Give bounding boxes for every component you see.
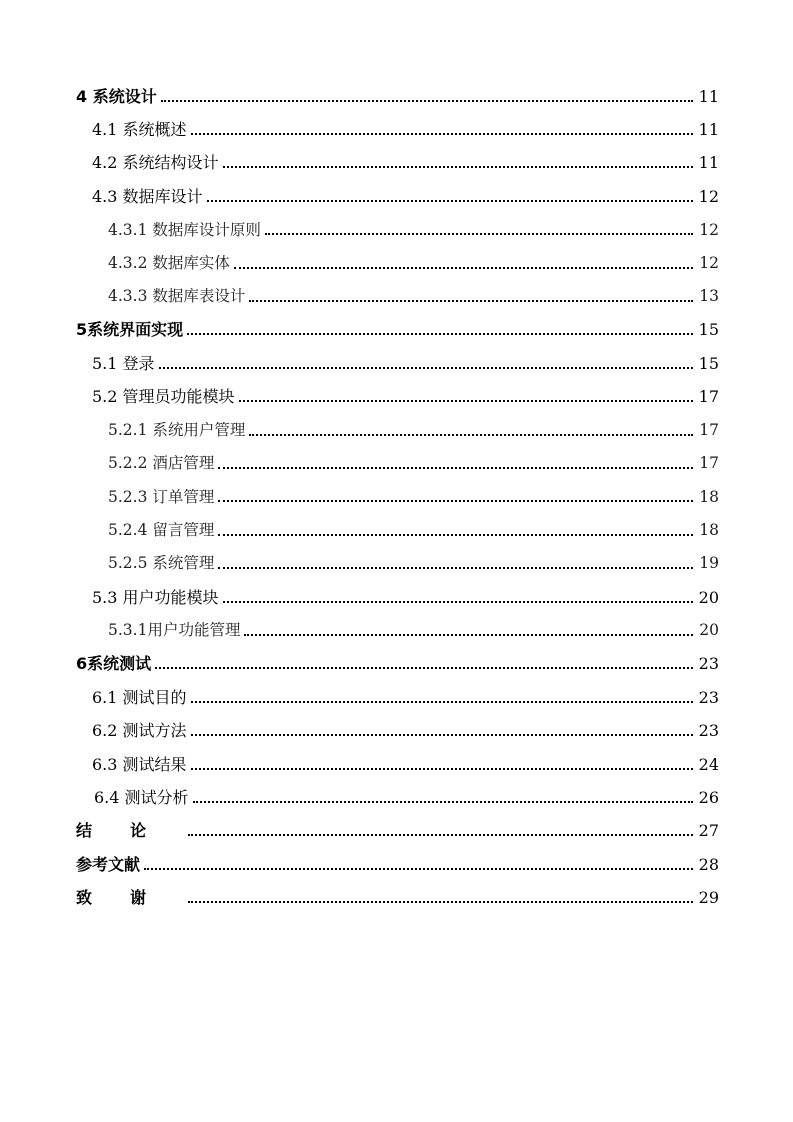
toc-entry-page: 24: [698, 754, 719, 774]
dot-leader: [188, 818, 693, 836]
toc-entry-6-2[interactable]: [0, 714, 793, 747]
toc-entry-page: 29: [698, 888, 719, 908]
dot-leader: [161, 84, 693, 102]
toc-entry-title: 4 系统设计: [76, 86, 157, 106]
toc-entry-title: 参考文献: [76, 854, 141, 874]
toc-entry-chapter-4[interactable]: [0, 80, 793, 113]
dot-leader: [188, 885, 693, 903]
toc-entry-page: 27: [698, 821, 719, 841]
toc-entry-conclusion[interactable]: [0, 815, 793, 848]
toc-entry-title: 4.3.3 数据库表设计: [108, 287, 246, 306]
dot-leader: [191, 718, 693, 736]
toc-entry-title: 致谢: [76, 888, 185, 908]
toc-entry-title: 5.2.4 留言管理: [108, 521, 215, 540]
toc-entry-title: 5.2.5 系统管理: [108, 554, 215, 573]
dot-leader: [244, 618, 693, 636]
toc-entry-5-2-1[interactable]: [0, 414, 793, 447]
dot-leader: [218, 518, 693, 536]
toc-entry-5-2-4[interactable]: [0, 514, 793, 547]
dot-leader: [144, 852, 693, 870]
toc-entry-page: 11: [698, 120, 719, 140]
dot-leader: [239, 384, 693, 402]
dot-leader: [159, 351, 693, 369]
toc-entry-title: 6.1 测试目的: [92, 687, 187, 707]
toc-entry-title: 6.3 测试结果: [92, 754, 187, 774]
toc-entry-title: 5.2.1 系统用户管理: [108, 420, 246, 439]
toc-entry-4-1[interactable]: [0, 113, 793, 146]
toc-entry-title: 6.4 测试分析: [94, 787, 189, 807]
dot-leader: [265, 217, 693, 235]
dot-leader: [187, 317, 693, 335]
dot-leader: [155, 651, 693, 669]
toc-entry-page: 20: [698, 587, 719, 607]
toc-entry-5-2-3[interactable]: [0, 481, 793, 514]
dot-leader: [223, 585, 693, 603]
toc-entry-5-3[interactable]: [0, 581, 793, 614]
toc-entry-title: 6系统测试: [76, 654, 152, 674]
toc-entry-4-2[interactable]: [0, 147, 793, 180]
toc-entry-page: 17: [698, 387, 719, 407]
toc-entry-5-3-1[interactable]: [0, 614, 793, 647]
toc-entry-page: 18: [699, 521, 719, 540]
toc-entry-title: 5.1 登录: [92, 353, 155, 373]
toc-entry-chapter-5[interactable]: [0, 314, 793, 347]
dot-leader: [193, 785, 693, 803]
toc-entry-page: 23: [698, 687, 719, 707]
dot-leader: [218, 484, 693, 502]
dot-leader: [191, 117, 693, 135]
toc-entry-page: 12: [699, 253, 719, 272]
toc-entry-page: 28: [698, 854, 719, 874]
toc-entry-title: 4.3.2 数据库实体: [108, 253, 230, 272]
toc-entry-title: 结论: [76, 821, 185, 841]
toc-entry-5-2-2[interactable]: [0, 447, 793, 480]
toc-entry-5-2[interactable]: [0, 381, 793, 414]
toc-entry-title: 4.1 系统概述: [92, 120, 187, 140]
toc-entry-title: 6.2 测试方法: [92, 721, 187, 741]
toc-entry-chapter-6[interactable]: [0, 648, 793, 681]
toc-entry-6-1[interactable]: [0, 681, 793, 714]
dot-leader: [191, 752, 693, 770]
toc-entry-page: 19: [699, 554, 719, 573]
toc-entry-page: 15: [698, 353, 719, 373]
toc-entry-title: 5系统界面实现: [76, 320, 184, 340]
dot-leader: [191, 685, 693, 703]
toc-entry-acknowledgements[interactable]: [0, 881, 793, 914]
dot-leader: [223, 150, 693, 168]
toc-entry-title: 5.3.1用户功能管理: [108, 621, 241, 640]
dot-leader: [218, 451, 693, 469]
toc-entry-page: 11: [698, 86, 719, 106]
dot-leader: [249, 284, 693, 302]
dot-leader: [218, 551, 693, 569]
toc-entry-4-3-3[interactable]: [0, 280, 793, 313]
toc-entry-title: 4.2 系统结构设计: [92, 153, 219, 173]
toc-entry-4-3-1[interactable]: [0, 214, 793, 247]
toc-entry-page: 17: [699, 454, 719, 473]
toc-entry-title: 4.3.1 数据库设计原则: [108, 220, 261, 239]
toc-entry-page: 18: [699, 487, 719, 506]
toc-entry-page: 12: [699, 220, 719, 239]
toc-entry-page: 23: [698, 721, 719, 741]
toc-entry-page: 17: [699, 420, 719, 439]
toc-entry-4-3[interactable]: [0, 180, 793, 213]
toc-entry-title: 5.2 管理员功能模块: [92, 387, 235, 407]
toc-entry-page: 23: [698, 654, 719, 674]
table-of-contents: [0, 80, 793, 915]
toc-entry-page: 26: [698, 787, 719, 807]
toc-entry-title: 5.3 用户功能模块: [92, 587, 219, 607]
dot-leader: [249, 418, 693, 436]
toc-entry-page: 15: [698, 320, 719, 340]
toc-entry-title: 4.3 数据库设计: [92, 186, 203, 206]
toc-entry-references[interactable]: [0, 848, 793, 881]
toc-entry-page: 13: [699, 287, 719, 306]
toc-entry-title: 5.2.3 订单管理: [108, 487, 215, 506]
toc-entry-6-3[interactable]: [0, 748, 793, 781]
toc-entry-6-4[interactable]: [0, 781, 793, 814]
toc-entry-page: 12: [698, 186, 719, 206]
toc-entry-5-2-5[interactable]: [0, 547, 793, 580]
toc-entry-page: 11: [698, 153, 719, 173]
toc-entry-page: 20: [699, 621, 719, 640]
toc-entry-4-3-2[interactable]: [0, 247, 793, 280]
dot-leader: [207, 184, 693, 202]
toc-entry-title: 5.2.2 酒店管理: [108, 454, 215, 473]
dot-leader: [234, 251, 693, 269]
toc-entry-5-1[interactable]: [0, 347, 793, 380]
